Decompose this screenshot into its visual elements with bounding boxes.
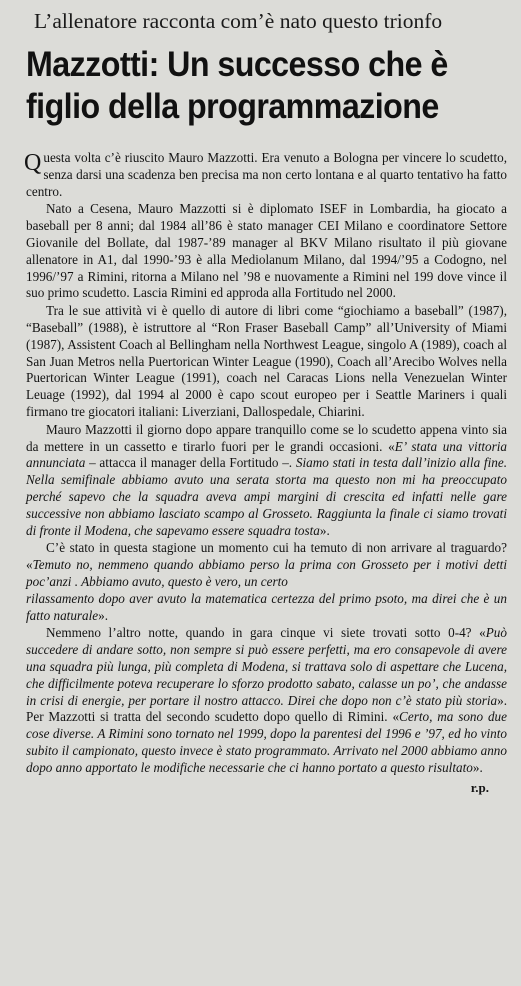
paragraph-4-text: ». [319,522,330,538]
paragraph-2: Nato a Cesena, Mauro Mazzotti si è diplomato ISEF in Lombardia, ha giocato a baseball per 8 anni; dal 1984 all’86 è stato manager CEI Milano e coordinatore Settore Giovanile del Bollate, dal 1987-’89 manager al BKV Milano risultato il più giovane allenatore in A1, dal 1990-’93 è alla Mediolanum Milano, dal 1994/’95 a Codogno, nel 1996/’97 a Rimini, ritorna a Milano nel ’98 e nuovamente a Rimini nel 199 dove vince il suo primo scudetto. Lascia Rimini ed approda alla Fortitudo nel 2000. [26,201,507,301]
quote: Può succedere di andare sotto, non sempre si può essere perfetti, ma ero consapevole di avere una squadra più lunga, più completa di Modena, si trattava solo di aspettare che Lucena, che difficilmente poteva recuperare lo sforzo prodotto sabato, calasse un po’, che andasse in crisi di energie, per portare il nostro attacco. Direi che dopo non c’è stato più storia [26,625,507,708]
article-body [26,150,507,776]
paragraph-4-text: Mauro Mazzotti il giorno dopo appare tranquillo come se lo scudetto appena vinto sia da mettere in un cassetto e tirarlo fuori per le grandi occasioni. « [26,421,507,454]
paragraph-5-text: ». [98,607,109,623]
quote: Certo, ma sono due cose diverse. A Rimini sono tornato nel 1999, dopo la parentesi del 1996 e ’97, ed ho vinto subito il campionato, questo invece è stato programmato. Arrivato nel 2000 abbiamo anno dopo anno apportato le modifiche necessarie che ci hanno portato a questo risultato [26,709,507,775]
paragraph-1 [26,150,507,200]
paragraph-4-text: – attacca il manager della Fortitudo –. [85,455,296,471]
signature: r.p. [470,780,489,796]
paragraph-6 [26,625,507,776]
paragraph-6-text: Nemmeno l’altro notte, quando in gara cinque vi siete trovati sotto 0-4? « [46,625,486,641]
quote: E’ stata una vittoria annunciata [26,438,508,471]
headline-line-1: Mazzotti: Un successo che è [26,45,448,84]
headline-line-2: figlio della programmazione [26,87,439,126]
drop-cap: Q [24,150,42,176]
quote: Temuto no, nemmeno quando abbiamo perso la prima con Grosseto per i motivi detti poc’anzi . Abbiamo avuto, questo è vero, un certo [26,557,507,589]
paragraph-6-text: ». Per Mazzotti si tratta del secondo scudetto dopo quello di Rimini. « [26,692,507,725]
paragraph-4 [26,422,507,540]
paragraph-5-text: C’è stato in questa stagione un momento cui ha temuto di non arrivare al traguardo? « [26,540,507,573]
quote: rilassamento dopo aver avuto la matematica certezza del primo psoto, ma direi che è un fatto naturale [26,590,507,623]
quote: Siamo stati in testa dall’inizio alla fine. Nella semifinale abbiamo avuto una serata storta ma questo non mi ha preoccupato perché sapevo che la squadra aveva ampi margini di crescita ed infatti nelle gare successive non abbiamo lasciato scampo al Grosseto. Raggiunta la finale ci siamo trovati di fronte il Modena, che sapevamo essere squadra tosta [26,455,508,538]
kicker: L’allenatore racconta com’è nato questo trionfo [34,9,443,33]
paragraph-5 [26,540,507,624]
headline [26,44,504,128]
paragraph-6-text: ». [472,759,483,775]
paragraph-1-text: uesta volta c’è riuscito Mauro Mazzotti. Era venuto a Bologna per vincere lo scudetto, senza darsi una scadenza ben precisa ma non certo lontana e al quarto tentativo ha fatto centro. [26,150,507,199]
paragraph-3: Tra le sue attività vi è quello di autore di libri come “giochiamo a baseball” (1987), “Baseball” (1988), è istruttore al “Ron Fraser Baseball Camp” all’University of Miami (1987), Assistent Coach al Bellingham nella Northwest League, singolo A (1989), coach al San Juan Metros nella Puertorican Winter League (1990), Coach all’Arecibo Wolves nella Puertorican Winter League (1991), coach nel Caracas Lions nella Venezuelan Winter Leuage (1992), dal 1994 al 2000 è capo scout europeo per i Seattle Mariners i quali firmano tre giocatori italiani: Liverziani, Dallospedale, Chiarini. [26,303,507,419]
